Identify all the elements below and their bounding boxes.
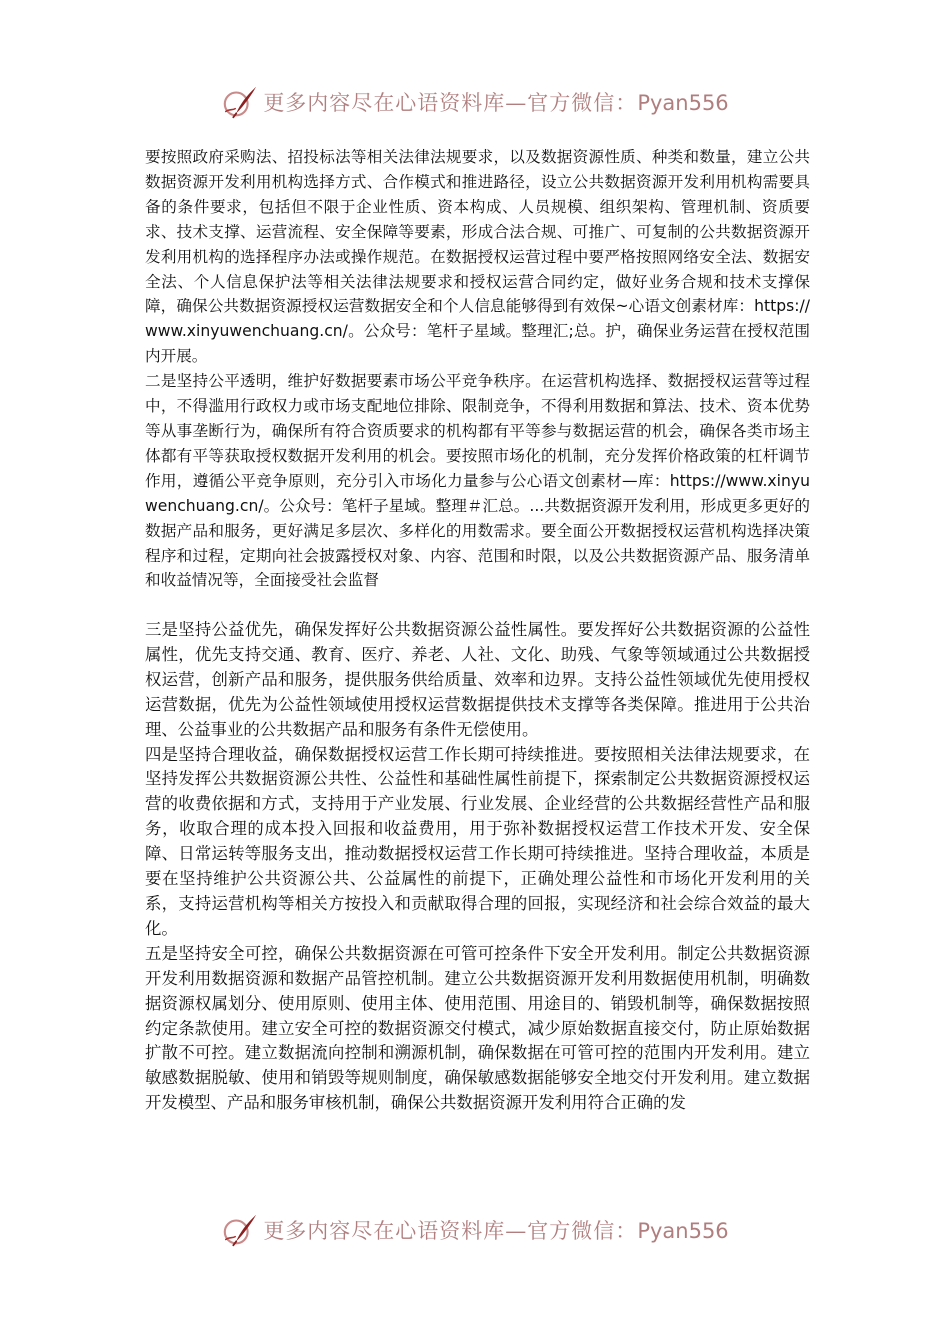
paragraph: 三是坚持公益优先，确保发挥好公共数据资源公益性属性。要发挥好公共数据资源的公益性属性，优先支持交通、教育、医疗、养老、人社、文化、助残、气象等领域通过公共数据授权运营，创新产品和服务，提供服务供给质量、效率和边界。支持公益性领域优先使用授权运营数据，优先为公益性领域使用授权运营数据提供技术支撑等各类保障。推进用于公共治理、公益事业的公共数据产品和服务有条件无偿使用。 [145,620,810,739]
quill-pen-icon [221,83,259,121]
paragraph: 要按照政府采购法、招投标法等相关法律法规要求，以及数据资源性质、种类和数量，建立公共数据资源开发利用机构选择方式、合作模式和推进路径，设立公共数据资源开发利用机构需要具备的条件要求，包括但不限于企业性质、资本构成、人员规模、组织架构、管理机制、资质要求、技术支撑、运营流程、安全保障等要素，形成合法合规、可推广、可复制的公共数据资源开发利用机构的选择程序办法或操作规范。在数据授权运营过程中要严格按照网络安全法、数据安全法、个人信息保护法等相关法律法规要求和授权运营合同约定，做好业务合规和技术支撑保障，确保公共数据资源授权运营数据安全和个人信息能够得到有效保~心语文创素材库：https://www.xinyuwenchuang.cn/。公众号：笔杆子星域。整理汇;总。护，确保业务运营在授权范围内开展。 [145,148,810,366]
paragraph: 五是坚持安全可控，确保公共数据资源在可管可控条件下安全开发利用。制定公共数据资源开发利用数据资源和数据产品管控机制。建立公共数据资源开发利用数据使用机制，明确数据资源权属划分、使用原则、使用主体、使用范围、用途目的、销毁机制等，确保数据按照约定条款使用。建立安全可控的数据资源交付模式，减少原始数据直接交付，防止原始数据扩散不可控。建立数据流向控制和溯源机制，确保数据在可管可控的范围内开发利用。建立敏感数据脱敏、使用和销毁等规则制度，确保敏感数据能够安全地交付开发利用。建立数据开发模型、产品和服务审核机制，确保公共数据资源开发利用符合正确的发 [145,943,810,1113]
header-watermark-banner [0,80,950,124]
paragraph: 四是坚持合理收益，确保数据授权运营工作长期可持续推进。要按照相关法律法规要求，在坚持发挥公共数据资源公共性、公益性和基础性属性前提下，探索制定公共数据资源授权运营的收费依据和方式，支持用于产业发展、行业发展、企业经营的公共数据经营性产品和服务，收取合理的成本投入回报和收益费用，用于弥补数据授权运营工作技术开发、安全保障、日常运转等服务支出，推动数据授权运营工作长期可持续推进。坚持合理收益，本质是要在坚持维护公共资源公共、公益属性的前提下，正确处理公益性和市场化开发利用的关系，支持运营机构等相关方按投入和贡献取得合理的回报，实现经济和社会综合效益的最大化。 [145,744,810,938]
watermark-text [263,1215,728,1245]
body-section-serif [145,618,810,1116]
watermark-wechat-id: Pyan556 [637,91,729,115]
body-section-sans [145,145,810,593]
watermark-text-cn: 更多内容尽在心语资料库—官方微信： [263,91,638,115]
watermark-wechat-id: Pyan556 [637,1219,729,1243]
quill-pen-icon [221,1211,259,1249]
paragraph: 二是坚持公平透明，维护好数据要素市场公平竞争秩序。在运营机构选择、数据授权运营等过程中，不得滥用行政权力或市场支配地位排除、限制竞争，不得利用数据和算法、技术、资本优势等从事垄断行为，确保所有符合资质要求的机构都有平等参与数据运营的机会，确保各类市场主体都有平等获取授权数据开发利用的机会。要按照市场化的机制，充分发挥价格政策的杠杆调节作用，遵循公平竞争原则，充分引入市场化力量参与公心语文创素材—库：https://www.xinyuwenchuang.cn/。公众号：笔杆子星域。整理＃汇总。...共数据资源开发利用，形成更多更好的数据产品和服务，更好满足多层次、多样化的用数需求。要全面公开数据授权运营机构选择决策程序和过程，定期向社会披露授权对象、内容、范围和时限，以及公共数据资源产品、服务清单和收益情况等，全面接受社会监督 [145,372,810,590]
watermark-text [263,87,728,117]
watermark-text-cn: 更多内容尽在心语资料库—官方微信： [263,1219,638,1243]
footer-watermark-banner [0,1208,950,1252]
